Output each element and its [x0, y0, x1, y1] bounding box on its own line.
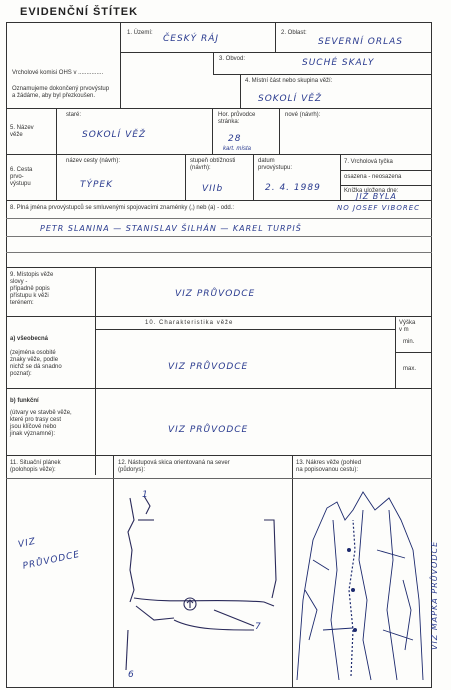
f1-label: 1. Území:	[127, 30, 153, 36]
f4-value: SOKOLÍ VĚŽ	[258, 94, 323, 104]
f5-value: SOKOLÍ VĚŽ	[82, 130, 147, 140]
guide-sub: kart. místa	[223, 146, 252, 152]
f12-label: 12. Nástupová skica orientovaná na sever (půdorys):	[118, 460, 230, 473]
height-middle	[395, 352, 431, 353]
f10-title-underline	[95, 329, 395, 330]
f2-value: SEVERNÍ ORLAS	[318, 37, 403, 47]
f2-label: 2. Oblast:	[281, 30, 307, 36]
header-divider	[120, 22, 121, 108]
f7-line1	[340, 170, 431, 171]
route-name-value: TÝPEK	[80, 180, 114, 190]
sketch-num-1: 1	[142, 490, 149, 500]
form-title: EVIDENČNÍ ŠTÍTEK	[20, 6, 139, 18]
guide-value: 28	[228, 134, 242, 144]
f3-bottom	[213, 74, 431, 75]
difficulty-label: stupeň obtížnosti (návrh):	[190, 158, 236, 171]
row10b-bottom	[6, 455, 432, 456]
book-value: JIŽ BYLA	[356, 192, 397, 201]
date-left	[253, 154, 254, 200]
a-label: a) všeobecná	[10, 336, 49, 342]
b-desc: (útvary ve stavbě věže, které pro trasy cest jsou klíčové nebo jinak významné):	[10, 410, 72, 437]
f8-value1: NO JOSEF VIBOREC	[337, 204, 421, 212]
book-label: Knížka uložena dne:	[344, 188, 399, 194]
bottom-border	[6, 687, 432, 688]
f11-value: VIZ PRŮVODCE	[17, 536, 82, 572]
f4-divider	[240, 74, 241, 108]
guide-right	[279, 108, 280, 154]
sketch-num-6: 6	[128, 670, 135, 680]
date-value: 2. 4. 1989	[265, 183, 321, 193]
f1-value: ČESKÝ RÁJ	[163, 34, 220, 44]
max-label: max.	[403, 366, 417, 372]
title-underline	[6, 22, 432, 23]
row9-bottom	[6, 316, 432, 317]
f3-value: SUCHÉ SKALY	[302, 58, 375, 68]
new-name-label: nové (návrh):	[285, 112, 321, 118]
f6-label: 6. Cesta prvo- výstupu	[10, 167, 33, 187]
f13-label: 13. Nákres věže (pohled na popisovanou cestu):	[296, 460, 362, 473]
row10a-bottom	[6, 388, 432, 389]
header-bottom	[6, 108, 432, 109]
rows9-10-label-divider	[95, 267, 96, 475]
guide-label: Hor. průvodce stránka:	[218, 112, 256, 125]
guide-left	[212, 108, 213, 154]
sketch-num-7: 7	[255, 622, 262, 632]
f8-line2	[6, 236, 432, 237]
row5-bottom	[6, 154, 432, 155]
height-label: Výška v m	[399, 320, 416, 333]
row11-header-line	[6, 478, 432, 479]
tower-drawing	[293, 480, 430, 686]
row8-bottom	[6, 267, 432, 268]
notify-text: Oznamujeme dokončený prvovýstup a žádáme, aby byl přezkoušen.	[12, 86, 110, 99]
difficulty-left	[185, 154, 186, 200]
a-value: VIZ PRŮVODCE	[168, 362, 249, 372]
f9-value: VIZ PRŮVODCE	[175, 289, 256, 299]
f7-left	[340, 154, 341, 200]
min-label: min.	[403, 339, 415, 345]
f1-bottom	[120, 52, 431, 53]
f7-label: 7. Vrcholová tyčka	[344, 159, 393, 165]
f10-label: 10. Charakteristika věže	[145, 320, 234, 326]
date-label: datum prvovýstupu:	[258, 158, 293, 171]
f8-value2: PETR SLANINA — STANISLAV ŠILHÁN — KAREL TURPIŠ	[40, 224, 302, 233]
approach-sketch	[114, 480, 292, 686]
f7-line2	[340, 185, 431, 186]
f4-label: 4. Místní část nebo skupina věží:	[245, 78, 333, 84]
commission-text: Vrcholové komisi OHS v ...............	[12, 70, 104, 76]
f7-option: osazena - neosazena	[344, 174, 402, 180]
f8-line3	[6, 252, 432, 253]
b-value: VIZ PRŮVODCE	[168, 425, 249, 435]
difficulty-value: VIIb	[202, 184, 224, 194]
f5-label: 5. Název věže	[10, 125, 34, 138]
f11-label: 11. Situační plánek (polohopis věže):	[10, 460, 61, 473]
route-name-label: název cesty (návrh):	[66, 158, 121, 164]
a-desc: (zejména osobité znaky věže, podle nichž se dá snadno poznat):	[10, 350, 62, 377]
f8-line1	[6, 218, 432, 219]
f9-label: 9. Místopis věže slovy - případně popis přístupu k věži terénem:	[10, 272, 54, 306]
f5-old-label: staré:	[66, 112, 82, 118]
b-label: b) funkční	[10, 398, 39, 404]
f8-label: 8. Plná jména prvovýstupců se smluvenými spojovacími znaménky (,) neb (a) - odd.:	[10, 205, 235, 211]
f3-divider	[213, 52, 214, 74]
f13-side-text: VIZ MAPKA PRŮVODCE	[430, 540, 439, 650]
f3-label: 3. Obvod:	[219, 56, 246, 62]
left-border	[6, 22, 7, 688]
f1-f2-divider	[275, 22, 276, 52]
